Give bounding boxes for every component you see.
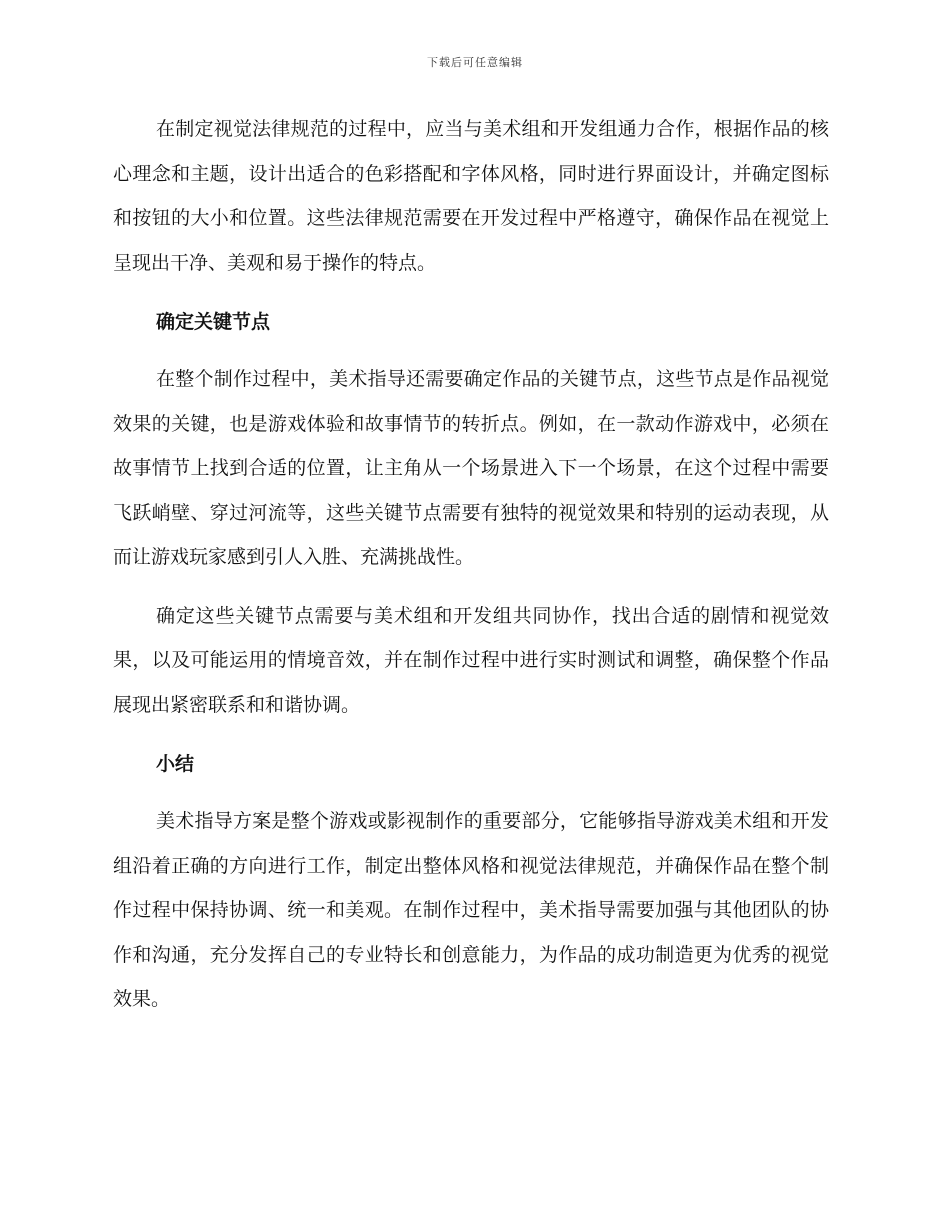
paragraph-collaboration: 确定这些关键节点需要与美术组和开发组共同协作，找出合适的剧情和视觉效果，以及可能运用的情境音效，并在制作过程中进行实时测试和调整，确保整个作品展现出紧密联系和和谐协调。 [113,604,829,716]
paragraph-visual-standards: 在制定视觉法律规范的过程中，应当与美术组和开发组通力合作，根据作品的核心理念和主题，设计出适合的色彩搭配和字体风格，同时进行界面设计，并确定图标和按钮的大小和位置。这些法律规范需要在开发过程中严格遵守，确保作品在视觉上呈现出干净、美观和易于操作的特点。 [113,118,829,274]
header-note: 下载后可任意编辑 [427,56,523,69]
section-heading-key-nodes: 确定关键节点 [156,311,271,333]
paragraph-summary: 美术指导方案是整个游戏或影视制作的重要部分，它能够指导游戏美术组和开发组沿着正确的方向进行工作，制定出整体风格和视觉法律规范，并确保作品在整个制作过程中保持协调、统一和美观。在制作过程中，美术指导需要加强与其他团队的协作和沟通，充分发挥自己的专业特长和创意能力，为作品的成功制造更为优秀的视觉效果。 [113,810,829,1010]
paragraph-key-nodes: 在整个制作过程中，美术指导还需要确定作品的关键节点，这些节点是作品视觉效果的关键，也是游戏体验和故事情节的转折点。例如，在一款动作游戏中，必须在故事情节上找到合适的位置，让主角从一个场景进入下一个场景，在这个过程中需要飞跃峭壁、穿过河流等，这些关键节点需要有独特的视觉效果和特别的运动表现，从而让游戏玩家感到引人入胜、充满挑战性。 [113,368,829,568]
section-heading-summary: 小结 [156,753,195,775]
document-body [113,107,829,1036]
